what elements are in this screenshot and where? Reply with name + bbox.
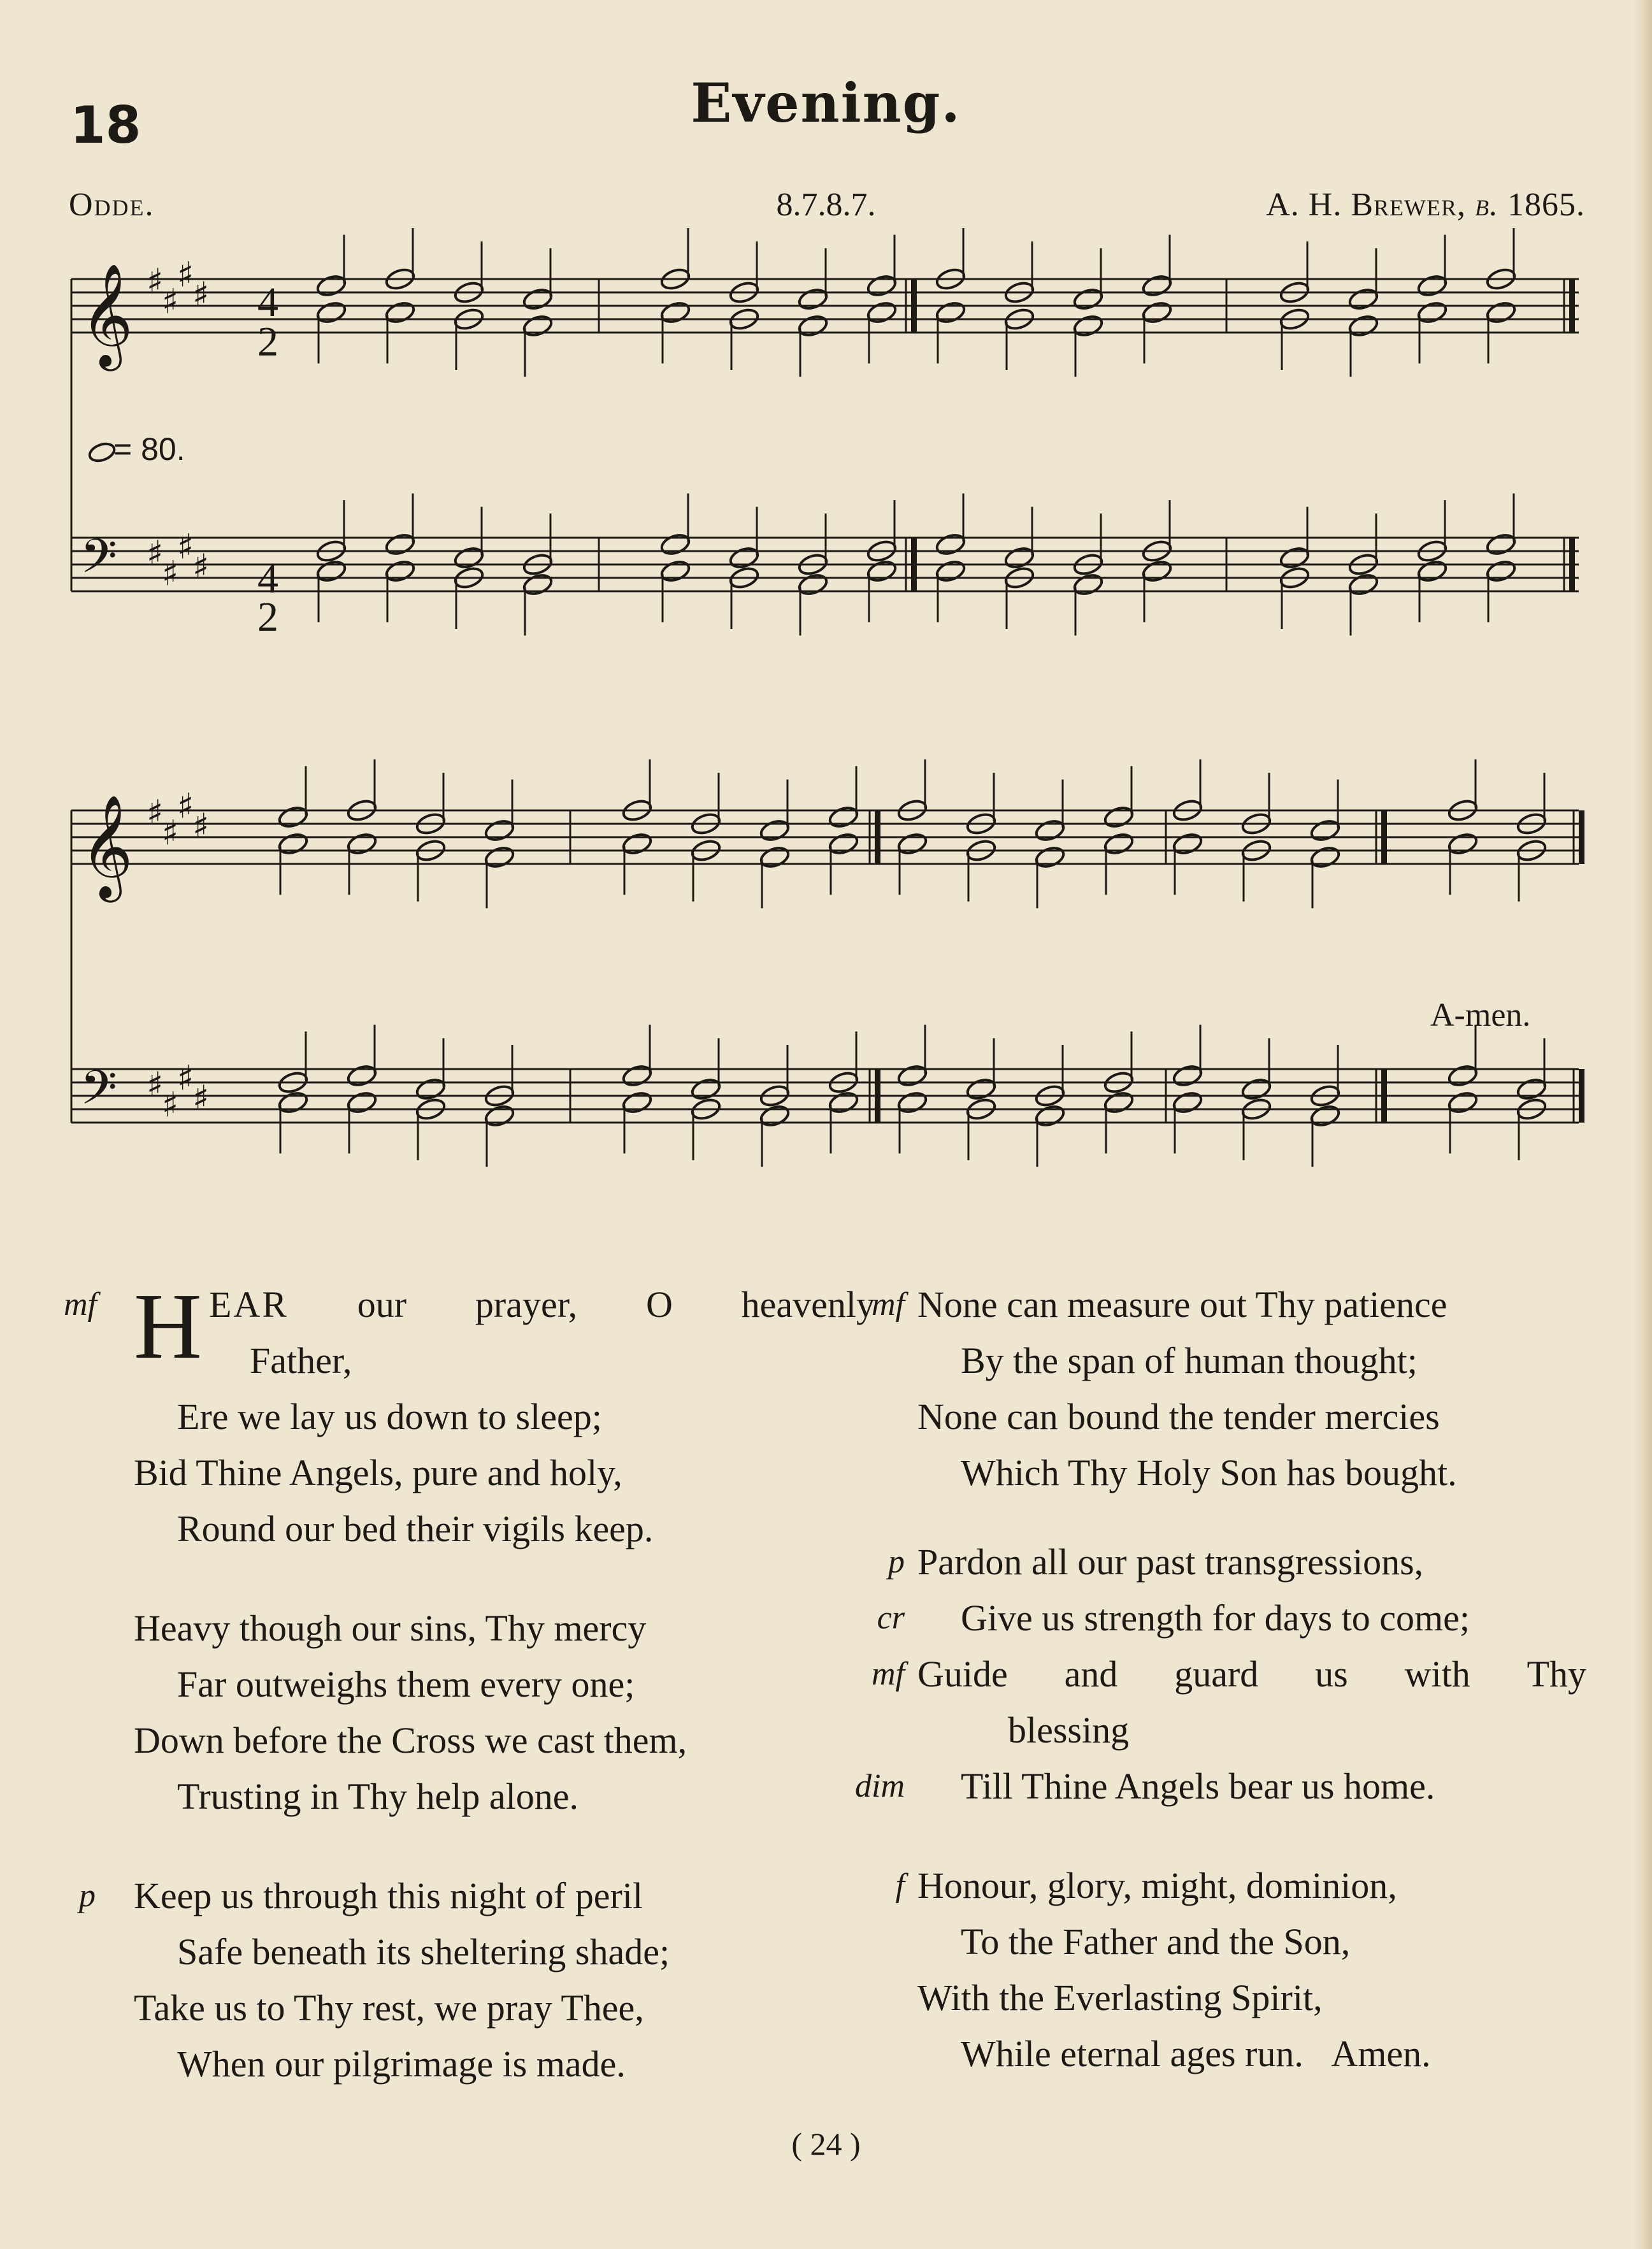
dynamic-mark: cr <box>877 1600 905 1636</box>
verse-line: Bid Thine Angels, pure and holy, <box>134 1452 622 1493</box>
verses-right-column <box>828 1277 1593 2125</box>
half-note <box>1309 845 1341 870</box>
verse-line: Down before the Cross we cast them, <box>134 1720 687 1761</box>
half-note <box>484 818 515 843</box>
half-note <box>522 287 554 312</box>
verse-3 <box>70 1868 835 2092</box>
sharp-icon: ♯ <box>147 793 164 833</box>
double-bar <box>1569 279 1575 333</box>
half-note <box>484 845 515 870</box>
metre: 8.7.8.7. <box>776 187 876 223</box>
half-note <box>1485 559 1517 584</box>
half-note <box>1034 818 1066 843</box>
time-signature-bottom: 2 <box>257 319 278 365</box>
half-note <box>728 545 760 570</box>
tempo-note-icon <box>87 441 117 464</box>
half-note <box>866 273 898 298</box>
verse-1 <box>64 1274 875 1557</box>
half-note <box>797 313 829 338</box>
verse-2 <box>70 1600 835 1825</box>
word: Guide <box>917 1653 1008 1695</box>
verse-line <box>828 1590 1593 1646</box>
sharp-icon: ♯ <box>162 812 179 853</box>
half-note <box>522 572 554 597</box>
amen-text: A-men. <box>1430 997 1531 1033</box>
dynamic-mark: mf <box>872 1656 905 1692</box>
half-note <box>1072 313 1104 338</box>
tempo-marking: = 80. <box>113 431 185 467</box>
verse-line-text: Keep us through this night of peril <box>134 1875 643 1916</box>
word: O <box>645 1284 673 1325</box>
dynamic-mark: f <box>895 1867 905 1904</box>
half-note <box>384 300 416 325</box>
word: heavenly <box>741 1284 875 1325</box>
half-note <box>315 559 347 584</box>
half-note <box>384 532 416 557</box>
half-note <box>1416 300 1448 325</box>
sharp-icon: ♯ <box>192 1078 210 1118</box>
half-note <box>1347 287 1379 312</box>
half-note <box>1034 1103 1066 1128</box>
dynamic-mark: p <box>79 1878 96 1914</box>
verse-line-text: None can measure out Thy patience <box>917 1284 1447 1325</box>
verse-line <box>828 1858 1593 1914</box>
half-note <box>935 300 966 325</box>
sharp-icon: ♯ <box>177 1058 194 1098</box>
time-signature-top: 4 <box>257 279 278 326</box>
half-note <box>315 300 347 325</box>
half-note <box>1103 831 1135 856</box>
half-note <box>935 559 966 584</box>
verse-line <box>828 1277 1593 1333</box>
half-note <box>1172 831 1203 856</box>
double-bar <box>1579 810 1584 864</box>
verse-line <box>828 2026 1593 2082</box>
half-note <box>346 831 378 856</box>
half-note <box>1416 273 1448 298</box>
half-note <box>1516 1077 1548 1102</box>
sharp-icon: ♯ <box>162 553 179 594</box>
half-note <box>621 1090 653 1115</box>
half-note <box>1447 1090 1479 1115</box>
half-note <box>797 287 829 312</box>
drop-cap: H <box>134 1274 202 1379</box>
treble-clef-icon: 𝄞 <box>80 263 133 367</box>
verse-4 <box>828 1277 1593 1501</box>
half-note <box>277 831 309 856</box>
dynamic-mark: dim <box>855 1768 905 1804</box>
verse-line-text: Till Thine Angels bear us home. <box>961 1765 1435 1807</box>
double-bar <box>875 810 880 864</box>
half-note <box>522 313 554 338</box>
double-bar <box>1381 810 1387 864</box>
half-note <box>759 845 791 870</box>
half-note <box>415 1077 447 1102</box>
sharp-icon: ♯ <box>177 254 194 295</box>
word: guard <box>1174 1653 1259 1695</box>
double-bar <box>1569 538 1575 591</box>
verse-5 <box>828 1534 1593 1814</box>
verse-line: When our pilgrimage is made. <box>177 2043 626 2085</box>
half-note <box>1279 545 1311 570</box>
word: our <box>357 1284 407 1325</box>
double-bar <box>1579 1069 1584 1123</box>
half-note <box>1141 273 1173 298</box>
verse-line <box>70 1868 835 1924</box>
half-note <box>1172 1063 1203 1088</box>
double-bar <box>1381 1069 1387 1123</box>
tune-name: Odde. <box>69 187 155 223</box>
half-note <box>866 559 898 584</box>
half-note <box>1072 287 1104 312</box>
verse-line: Far outweighs them every one; <box>177 1663 635 1705</box>
sharp-icon: ♯ <box>162 281 179 322</box>
bass-clef-icon: 𝄢 <box>80 1060 117 1127</box>
sharp-icon: ♯ <box>177 526 194 567</box>
verse-line <box>828 1646 1593 1702</box>
sharp-icon: ♯ <box>177 786 194 826</box>
first-word: EAR <box>209 1284 289 1325</box>
verse-line-text: Honour, glory, might, dominion, <box>917 1865 1397 1906</box>
double-bar <box>875 1069 880 1123</box>
half-note <box>277 805 309 830</box>
treble-clef-icon: 𝄞 <box>80 794 133 898</box>
half-note <box>346 1090 378 1115</box>
word: us <box>1315 1653 1348 1695</box>
verse-line: mf H EAR our prayer, O heavenly <box>64 1274 875 1379</box>
double-bar <box>911 538 917 591</box>
half-note <box>828 805 859 830</box>
word: and <box>1064 1653 1118 1695</box>
half-note <box>1485 532 1517 557</box>
half-note <box>1034 845 1066 870</box>
verse-line <box>828 1758 1593 1814</box>
verse-line-text: Pardon all our past transgressions, <box>917 1541 1424 1583</box>
double-bar <box>911 279 917 333</box>
half-note <box>1347 572 1379 597</box>
half-note <box>621 1063 653 1088</box>
word: with <box>1404 1653 1470 1695</box>
half-note <box>1240 1077 1272 1102</box>
half-note <box>1447 1063 1479 1088</box>
score-marks <box>80 228 1584 1167</box>
verse-line: By the span of human thought; <box>961 1340 1418 1381</box>
half-note <box>621 831 653 856</box>
sharp-icon: ♯ <box>147 1065 164 1105</box>
half-note <box>1003 545 1035 570</box>
sharp-icon: ♯ <box>147 533 164 573</box>
amen-word: Amen. <box>1331 2033 1431 2074</box>
half-note <box>1103 805 1135 830</box>
half-note <box>1072 572 1104 597</box>
half-note <box>896 831 928 856</box>
half-note <box>828 1090 859 1115</box>
half-note <box>1172 1090 1203 1115</box>
half-note <box>277 1090 309 1115</box>
word: Thy <box>1526 1653 1586 1695</box>
verse-line: Safe beneath its sheltering shade; <box>177 1931 670 1972</box>
time-signature-bottom-bass: 2 <box>257 594 278 640</box>
word: prayer, <box>475 1284 578 1325</box>
dynamic-mark: p <box>888 1544 905 1580</box>
verse-line: Round our bed their vigils keep. <box>177 1508 654 1549</box>
hymn-number: 18 <box>70 96 141 155</box>
verse-line: Which Thy Holy Son has bought. <box>961 1452 1457 1493</box>
composer-born-label: b. <box>1475 187 1498 223</box>
half-note <box>1416 559 1448 584</box>
verse-line: Heavy though our sins, Thy mercy <box>134 1607 647 1649</box>
half-note <box>484 1103 515 1128</box>
half-note <box>759 818 791 843</box>
verse-line: blessing <box>1008 1709 1130 1751</box>
half-note <box>828 831 859 856</box>
half-note <box>1141 559 1173 584</box>
verse-line <box>828 1534 1593 1590</box>
half-note <box>453 545 485 570</box>
verse-line: Father, <box>250 1340 352 1381</box>
dynamic-mark: mf <box>872 1286 905 1323</box>
bass-clef-icon: 𝄢 <box>80 529 117 596</box>
half-note <box>659 559 691 584</box>
half-note <box>759 1103 791 1128</box>
half-note <box>690 1077 722 1102</box>
verse-line: Take us to Thy rest, we pray Thee, <box>134 1987 644 2029</box>
sharp-icon: ♯ <box>192 275 210 315</box>
verses-left-column <box>64 1274 875 2136</box>
half-note <box>1309 1103 1341 1128</box>
verse-6 <box>828 1858 1593 2082</box>
half-note <box>1141 300 1173 325</box>
justified-line <box>917 1646 1586 1702</box>
hymn-title: Evening. <box>691 71 961 134</box>
half-note <box>1347 313 1379 338</box>
half-note <box>896 1090 928 1115</box>
half-note <box>659 300 691 325</box>
half-note <box>1309 818 1341 843</box>
half-note <box>346 1063 378 1088</box>
half-note <box>866 300 898 325</box>
half-note <box>1103 1090 1135 1115</box>
verse-line-text: Give us strength for days to come; <box>961 1597 1470 1639</box>
sharp-icon: ♯ <box>192 806 210 846</box>
half-note <box>315 273 347 298</box>
sharp-icon: ♯ <box>192 547 210 587</box>
page-number: ( 24 ) <box>791 2126 861 2162</box>
composer-name: A. H. Brewer, <box>1266 187 1466 223</box>
half-note <box>797 572 829 597</box>
half-note <box>1485 300 1517 325</box>
half-note <box>1447 831 1479 856</box>
sharp-icon: ♯ <box>162 1084 179 1125</box>
half-note <box>935 532 966 557</box>
half-note <box>896 1063 928 1088</box>
composer-year: 1865. <box>1507 187 1585 223</box>
half-note <box>965 1077 997 1102</box>
verse-line-text: While eternal ages run. <box>961 2033 1304 2074</box>
sharp-icon: ♯ <box>147 261 164 301</box>
verse-first-line <box>209 1277 875 1333</box>
verse-line: Trusting in Thy help alone. <box>177 1776 578 1817</box>
half-note <box>659 532 691 557</box>
verse-line: To the Father and the Son, <box>961 1921 1351 1962</box>
half-note <box>384 559 416 584</box>
verse-line: With the Everlasting Spirit, <box>917 1977 1323 2018</box>
verse-line: None can bound the tender mercies <box>917 1396 1440 1437</box>
time-signature-top-bass: 4 <box>257 556 278 602</box>
verse-line: Ere we lay us down to sleep; <box>177 1396 602 1437</box>
staff-lines <box>71 279 1579 1123</box>
